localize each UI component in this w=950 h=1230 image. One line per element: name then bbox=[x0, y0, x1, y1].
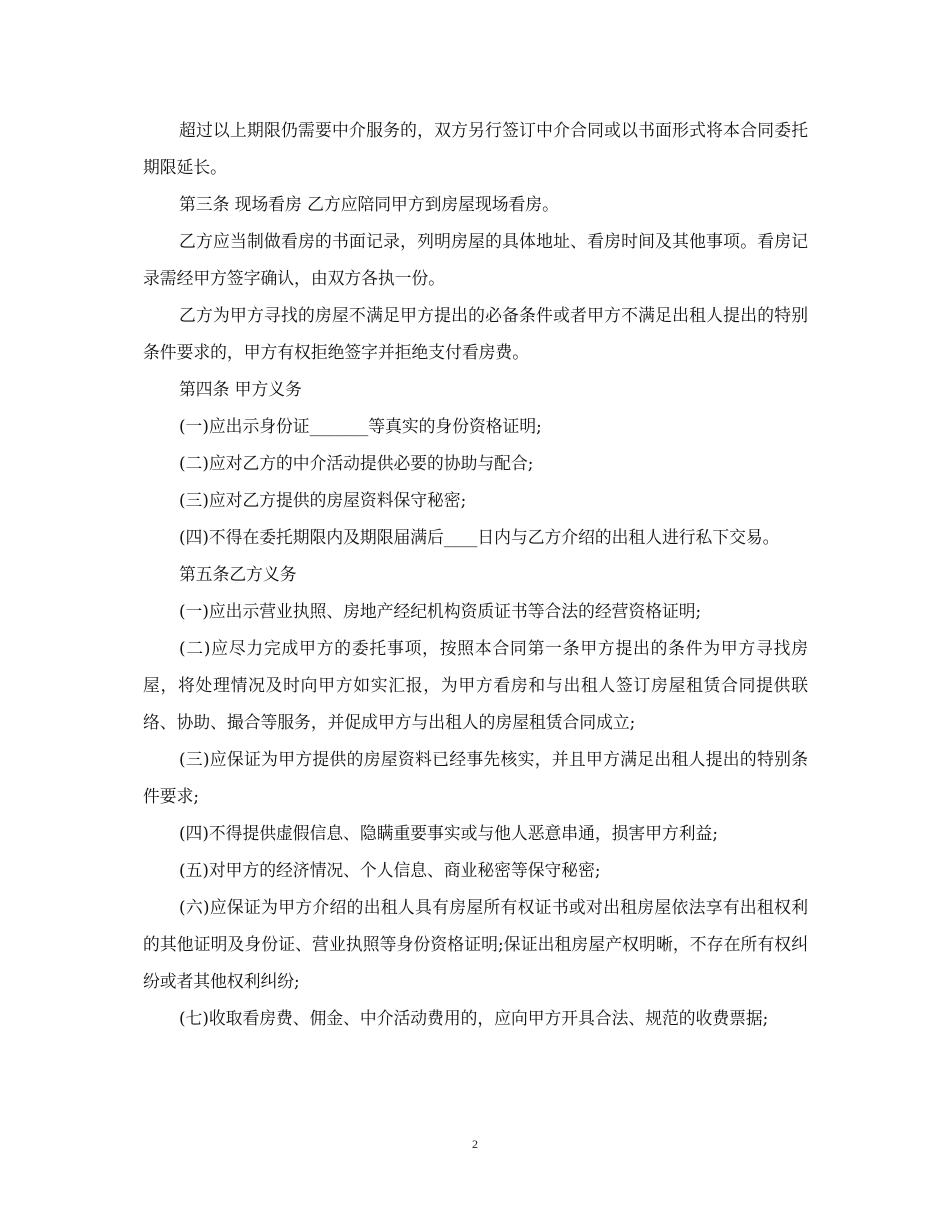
document-body bbox=[143, 112, 808, 1037]
paragraph-viewing-record: 乙方应当制做看房的书面记录，列明房屋的具体地址、看房时间及其他事项。看房记录需经甲方签字确认，由双方各执一份。 bbox=[143, 231, 808, 288]
paragraph-party-a-duty-4: (四)不得在委托期限内及期限届满后____日内与乙方介绍的出租人进行私下交易。 bbox=[179, 527, 780, 547]
paragraph-party-a-duty-1: (一)应出示身份证_______等真实的身份资格证明; bbox=[179, 416, 542, 436]
paragraph-article-3-heading: 第三条 现场看房 乙方应陪同甲方到房屋现场看房。 bbox=[179, 194, 559, 214]
paragraph-party-b-duty-1: (一)应出示营业执照、房地产经纪机构资质证书等合法的经营资格证明; bbox=[179, 601, 702, 621]
paragraph-article-4-heading: 第四条 甲方义务 bbox=[179, 379, 302, 399]
paragraph-article-5-heading: 第五条乙方义务 bbox=[179, 564, 297, 584]
paragraph-term-extension: 超过以上期限仍需要中介服务的，双方另行签订中介合同或以书面形式将本合同委托期限延长。 bbox=[143, 120, 808, 177]
paragraph-party-b-duty-6: (六)应保证为甲方介绍的出租人具有房屋所有权证书或对出租房屋依法享有出租权利的其他证明及身份证、营业执照等身份资格证明;保证出租房屋产权明晰，不存在所有权纠纷或者其他权利纠纷; bbox=[143, 897, 808, 991]
paragraph-party-a-duty-2: (二)应对乙方的中介活动提供必要的协助与配合; bbox=[179, 453, 534, 473]
paragraph-party-b-duty-4: (四)不得提供虚假信息、隐瞒重要事实或与他人恶意串通，损害甲方利益; bbox=[179, 823, 718, 843]
paragraph-party-b-duty-2: (二)应尽力完成甲方的委托事项，按照本合同第一条甲方提出的条件为甲方寻找房屋，将处理情况及时向甲方如实汇报，为甲方看房和与出租人签订房屋租赁合同提供联络、协助、撮合等服务，并促成甲方与出租人的房屋租赁合同成立; bbox=[143, 638, 808, 732]
paragraph-party-b-duty-5: (五)对甲方的经济情况、个人信息、商业秘密等保守秘密; bbox=[179, 860, 601, 880]
paragraph-viewing-fee-refusal: 乙方为甲方寻找的房屋不满足甲方提出的必备条件或者甲方不满足出租人提出的特别条件要求的，甲方有权拒绝签字并拒绝支付看房费。 bbox=[143, 305, 808, 362]
paragraph-party-b-duty-7: (七)收取看房费、佣金、中介活动费用的，应向甲方开具合法、规范的收费票据; bbox=[179, 1008, 769, 1028]
paragraph-party-b-duty-3: (三)应保证为甲方提供的房屋资料已经事先核实，并且甲方满足出租人提出的特别条件要求; bbox=[143, 749, 808, 806]
page-number: 2 bbox=[472, 1137, 478, 1151]
paragraph-party-a-duty-3: (三)应对乙方提供的房屋资料保守秘密; bbox=[179, 490, 467, 510]
